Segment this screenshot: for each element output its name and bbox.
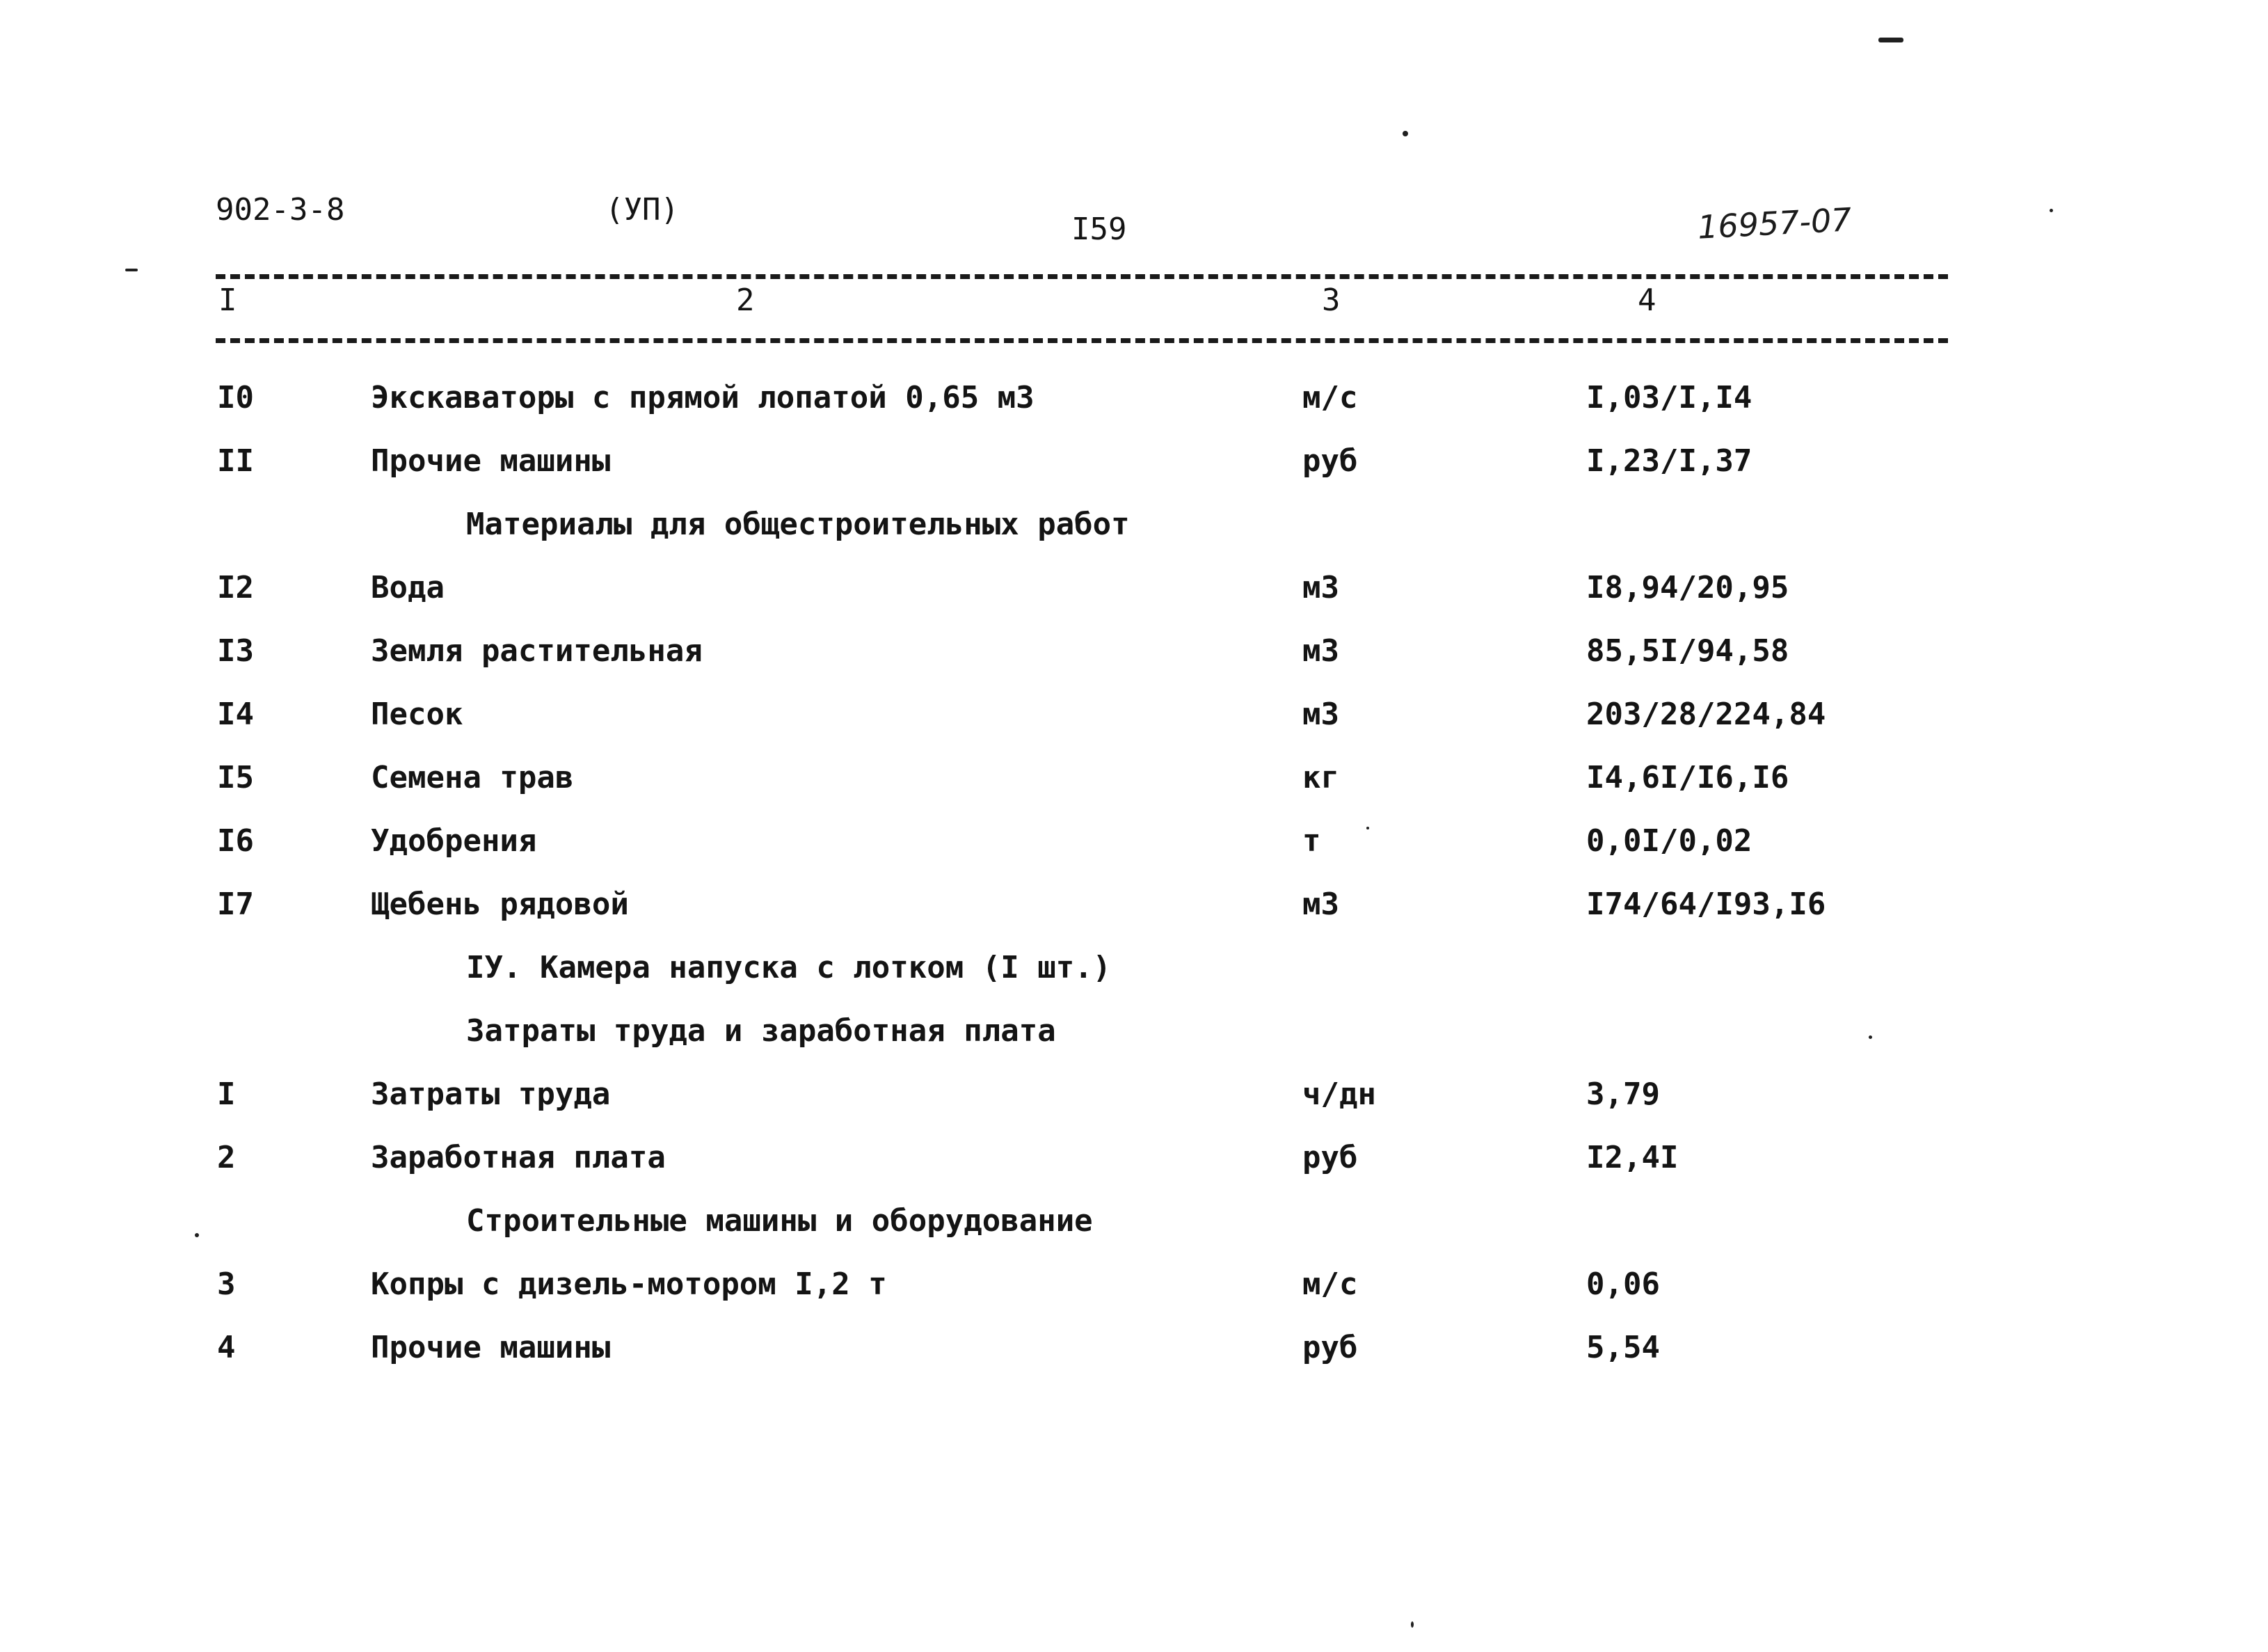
item-name: Экскаваторы с прямой лопатой 0,65 м3 — [371, 380, 1035, 415]
item-name: Копры с дизель-мотором I,2 т — [371, 1266, 887, 1302]
item-value: I,23/I,37 — [1586, 443, 1752, 479]
table-row — [0, 1262, 2268, 1326]
scan-speck — [1869, 1035, 1872, 1039]
table-row — [0, 1326, 2268, 1389]
table-row — [0, 439, 2268, 502]
row-number: I6 — [217, 823, 254, 859]
scan-speck — [2050, 209, 2053, 212]
row-number: 2 — [217, 1140, 236, 1175]
item-unit: руб — [1302, 443, 1358, 479]
item-value: I2,4I — [1586, 1140, 1679, 1175]
table-row — [0, 692, 2268, 756]
scan-speck — [1411, 1621, 1414, 1628]
item-value: 203/28/224,84 — [1586, 697, 1826, 732]
table-header-rule — [216, 338, 1948, 343]
section-title: Материалы для общестроительных работ — [466, 507, 1130, 542]
item-name: Вода — [371, 570, 445, 605]
item-name: Песок — [371, 697, 463, 732]
section-title: Строительные машины и оборудование — [466, 1203, 1093, 1239]
table-top-rule — [216, 274, 1948, 279]
table-row — [0, 1072, 2268, 1136]
item-name: Земля растительная — [371, 633, 703, 669]
column-number-4: 4 — [1638, 283, 1656, 318]
item-name: Прочие машины — [371, 1330, 611, 1365]
row-number: I — [217, 1077, 236, 1112]
column-number-1: I — [218, 283, 237, 318]
table-row — [0, 376, 2268, 439]
item-value: I,03/I,I4 — [1586, 380, 1752, 415]
table-row — [0, 1136, 2268, 1199]
item-unit: м/с — [1302, 1266, 1358, 1302]
item-unit: м3 — [1302, 697, 1339, 732]
item-unit: руб — [1302, 1330, 1358, 1365]
table-row — [0, 566, 2268, 629]
item-name: Семена трав — [371, 760, 574, 795]
page-number: I59 — [1071, 212, 1127, 247]
item-name: Заработная плата — [371, 1140, 666, 1175]
item-unit: т — [1302, 823, 1321, 859]
section-heading-row — [0, 946, 2268, 1009]
project-code: 902-3-8 — [216, 192, 345, 228]
section-heading-row — [0, 502, 2268, 566]
item-unit: ч/дн — [1302, 1077, 1376, 1112]
row-number: 4 — [217, 1330, 236, 1365]
item-unit: руб — [1302, 1140, 1358, 1175]
item-value: 0,0I/0,02 — [1586, 823, 1752, 859]
table-row — [0, 629, 2268, 692]
volume-label: (УП) — [605, 192, 679, 228]
table-row — [0, 756, 2268, 819]
item-value: 0,06 — [1586, 1266, 1660, 1302]
scan-speck — [1878, 38, 1903, 42]
row-number: I4 — [217, 697, 254, 732]
scan-speck — [125, 269, 138, 271]
section-title: Затраты труда и заработная плата — [466, 1013, 1056, 1049]
section-title: IУ. Камера напуска с лотком (I шт.) — [466, 950, 1112, 985]
row-number: I2 — [217, 570, 254, 605]
scan-speck — [1403, 131, 1408, 136]
item-unit: м3 — [1302, 633, 1339, 669]
section-heading-row — [0, 1199, 2268, 1262]
item-unit: м/с — [1302, 380, 1358, 415]
item-value: I4,6I/I6,I6 — [1586, 760, 1789, 795]
table-body — [0, 376, 2268, 1389]
item-value: 5,54 — [1586, 1330, 1660, 1365]
item-name: Затраты труда — [371, 1077, 611, 1112]
item-name: Прочие машины — [371, 443, 611, 479]
column-number-3: 3 — [1322, 283, 1341, 318]
table-row — [0, 882, 2268, 946]
scan-speck — [195, 1233, 199, 1237]
table-row — [0, 819, 2268, 882]
item-value: I8,94/20,95 — [1586, 570, 1789, 605]
column-number-2: 2 — [736, 283, 755, 318]
scan-speck — [1366, 827, 1369, 829]
row-number: I7 — [217, 887, 254, 922]
item-name: Удобрения — [371, 823, 537, 859]
item-value: I74/64/I93,I6 — [1586, 887, 1826, 922]
handwritten-doc-number: 16957-07 — [1696, 200, 1853, 246]
item-unit: м3 — [1302, 887, 1339, 922]
section-heading-row — [0, 1009, 2268, 1072]
item-value: 85,5I/94,58 — [1586, 633, 1789, 669]
item-unit: кг — [1302, 760, 1339, 795]
row-number: I3 — [217, 633, 254, 669]
row-number: I5 — [217, 760, 254, 795]
item-name: Щебень рядовой — [371, 887, 629, 922]
item-unit: м3 — [1302, 570, 1339, 605]
row-number: 3 — [217, 1266, 236, 1302]
row-number: I0 — [217, 380, 254, 415]
item-value: 3,79 — [1586, 1077, 1660, 1112]
row-number: II — [217, 443, 254, 479]
